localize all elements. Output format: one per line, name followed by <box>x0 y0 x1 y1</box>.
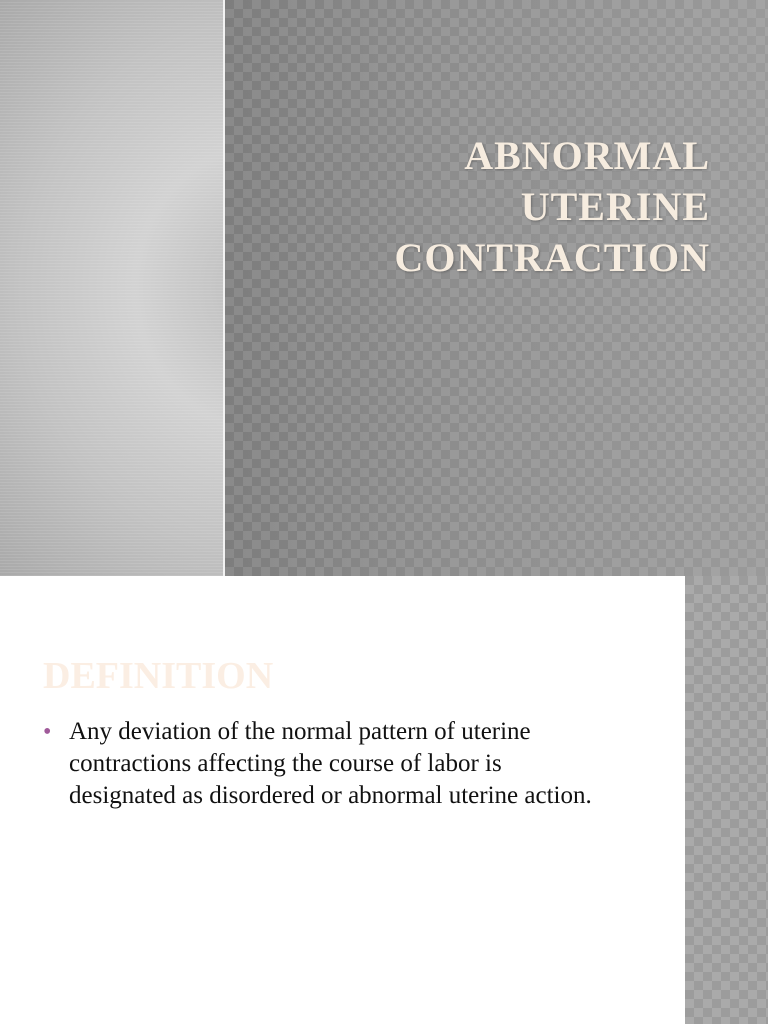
bullet-text: Any deviation of the normal pattern of uterine contractions affecting the course of labor is designated as disordered or abnormal uterine action. <box>69 718 592 809</box>
list-item <box>43 716 603 812</box>
left-gradient-panel <box>0 0 223 576</box>
definition-heading: DEFINITION <box>43 655 274 697</box>
title-line-2: UTERINE <box>520 184 710 229</box>
slide-title <box>290 130 710 283</box>
patterned-side-strip <box>685 576 768 1024</box>
bullet-icon: • <box>43 719 52 745</box>
title-line-3: CONTRACTION <box>394 235 710 280</box>
bullet-list <box>43 716 603 812</box>
definition-slide <box>0 576 768 1024</box>
patterned-title-panel <box>225 0 768 576</box>
title-line-1: ABNORMAL <box>464 133 710 178</box>
